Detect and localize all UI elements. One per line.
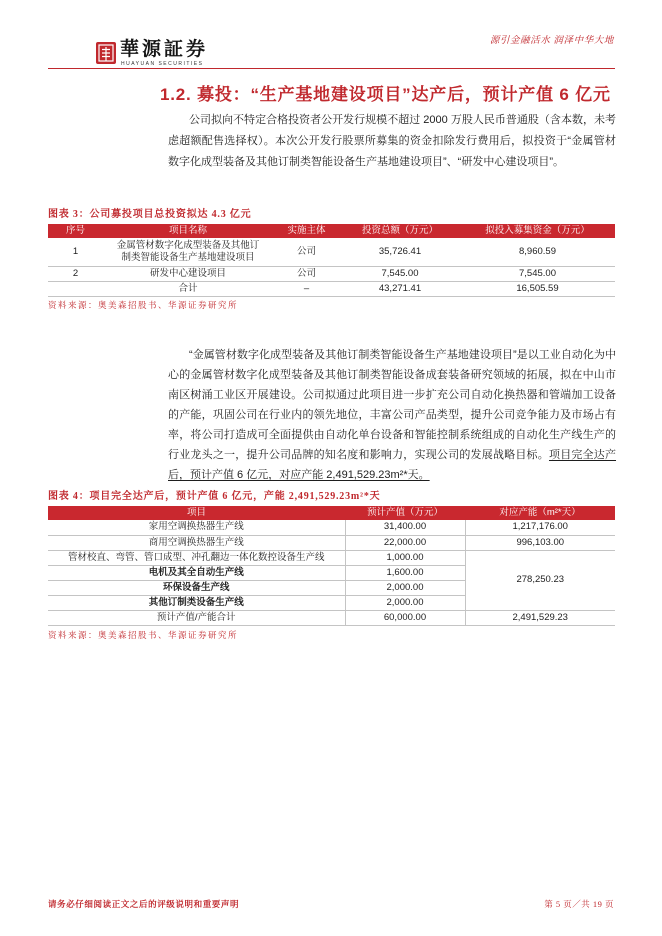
paragraph-fundraising-plan: 公司拟向不特定合格投资者公开发行规模不超过 2000 万股人民币普通股（含本数，未考虑超额配售选择权）。本次公开发行股票所募集的资金扣除发行费用后，拟投资于“金属管材数字化成型装备及其他订制类智能设备生产基地建设项目”、“研发中心建设项目”。 <box>168 114 616 168</box>
table-3-header-row <box>48 224 615 238</box>
table-row <box>48 550 615 565</box>
paragraph-underlined-conclusion: 项目完全达产后，预计产值 6 亿元，对应产能 2,491,529.23m²*天。 <box>168 449 617 481</box>
cell-total-label: 合计 <box>103 281 273 296</box>
cell-capacity: 996,103.00 <box>465 535 615 550</box>
table-row <box>48 520 615 535</box>
cell-output: 1,600.00 <box>345 565 465 580</box>
cell-item: 环保设备生产线 <box>48 580 345 595</box>
cell-output: 2,000.00 <box>345 580 465 595</box>
cell-total-item: 预计产值/产能合计 <box>48 610 345 625</box>
paragraph-project-description <box>168 345 616 485</box>
cell-investment: 7,545.00 <box>340 266 460 281</box>
huayuan-emblem-icon <box>96 42 116 64</box>
table-row <box>48 535 615 550</box>
table-4-caption: 图表 4：项目完全达产后，预计产值 6 亿元，产能 2,491,529.23m²*天 <box>48 491 381 502</box>
cell-grouped-capacity: 278,250.23 <box>465 550 615 610</box>
column-header-output: 预计产值（万元） <box>345 506 465 520</box>
cell-raised: 8,960.59 <box>460 238 615 266</box>
cell-item: 管材校直、弯管、管口成型、冲孔翻边一体化数控设备生产线 <box>48 550 345 565</box>
cell-raised: 7,545.00 <box>460 266 615 281</box>
table-4-header-row <box>48 506 615 520</box>
table-total-row <box>48 281 615 296</box>
cell-total-raised: 16,505.59 <box>460 281 615 296</box>
cell-output: 22,000.00 <box>345 535 465 550</box>
cell-index-empty <box>48 281 103 296</box>
cell-capacity: 1,217,176.00 <box>465 520 615 535</box>
cell-total-entity: – <box>273 281 340 296</box>
column-header-item: 项目 <box>48 506 345 520</box>
section-title: 1.2. 募投：“生产基地建设项目”达产后，预计产值 6 亿元 <box>160 85 611 104</box>
column-header-index: 序号 <box>48 224 103 238</box>
cell-item: 其他订制类设备生产线 <box>48 595 345 610</box>
footer-disclaimer: 请务必仔细阅读正文之后的评级说明和重要声明 <box>48 899 240 909</box>
column-header-entity: 实施主体 <box>273 224 340 238</box>
logo-text: 華源証券 <box>120 39 209 60</box>
table-3-investment <box>48 224 615 297</box>
cell-project: 研发中心建设项目 <box>103 266 273 281</box>
cell-total-investment: 43,271.41 <box>340 281 460 296</box>
cell-total-capacity: 2,491,529.23 <box>465 610 615 625</box>
table-total-row <box>48 610 615 625</box>
logo-subtext: HUAYUAN SECURITIES <box>121 61 204 67</box>
column-header-capacity: 对应产能（m²*天） <box>465 506 615 520</box>
cell-project: 金属管材数字化成型装备及其他订制类智能设备生产基地建设项目 <box>103 238 273 266</box>
table-4-source: 资料来源：奥美森招股书、华源证券研究所 <box>48 630 239 640</box>
footer-page-number: 第 5 页／共 19 页 <box>544 899 614 909</box>
paragraph-body-text: “金属管材数字化成型装备及其他订制类智能设备生产基地建设项目”是以工业自动化为中心的金属管材数字化成型装备及其他订制类智能设备成套装备研究领域的拓展，拟在中山市南区树涌工业区开展建设。公司拟通过此项目进一步扩充公司自动化换热器和管端加工设备的产能，巩固公司在行业内的领先地位，丰富公司产品类型，提升公司竞争能力及市场占有率，将公司打造成可全面提供由自动化单台设备和智能控制系统组成的自动化生产线生产的行业龙头之一，提升公司品牌的知名度和影响力，实现公司的发展战略目标。 <box>168 349 616 461</box>
column-header-project: 项目名称 <box>103 224 273 238</box>
cell-entity: 公司 <box>273 238 340 266</box>
cell-investment: 35,726.41 <box>340 238 460 266</box>
cell-index: 2 <box>48 266 103 281</box>
cell-output: 31,400.00 <box>345 520 465 535</box>
table-row <box>48 266 615 281</box>
cell-item: 电机及其全自动生产线 <box>48 565 345 580</box>
header-logo <box>96 39 220 68</box>
column-header-raised: 拟投入募集资金（万元） <box>460 224 615 238</box>
table-row <box>48 238 615 266</box>
table-4-capacity <box>48 506 615 626</box>
column-header-investment: 投资总额（万元） <box>340 224 460 238</box>
cell-index: 1 <box>48 238 103 266</box>
cell-output: 2,000.00 <box>345 595 465 610</box>
table-3-source: 资料来源：奥美森招股书、华源证券研究所 <box>48 300 239 310</box>
cell-total-output: 60,000.00 <box>345 610 465 625</box>
header-divider <box>48 68 615 69</box>
cell-output: 1,000.00 <box>345 550 465 565</box>
cell-item: 家用空调换热器生产线 <box>48 520 345 535</box>
header-slogan: 源引金融活水 润泽中华大地 <box>489 36 614 46</box>
table-3-caption: 图表 3：公司募投项目总投资拟达 4.3 亿元 <box>48 209 252 220</box>
cell-item: 商用空调换热器生产线 <box>48 535 345 550</box>
cell-entity: 公司 <box>273 266 340 281</box>
